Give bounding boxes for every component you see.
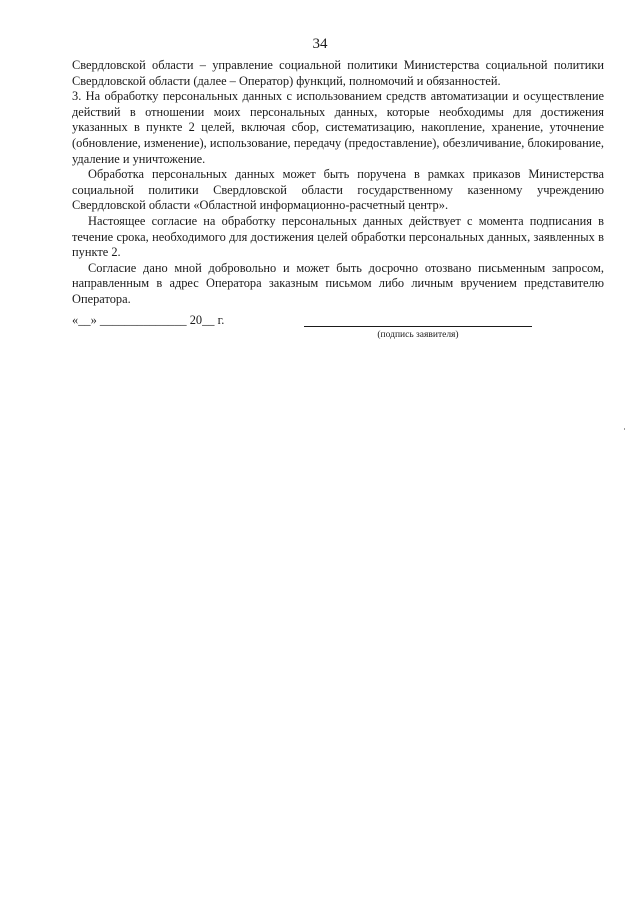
signature-block	[72, 313, 604, 343]
date-field: «__» ______________ 20__ г.	[72, 313, 225, 327]
paragraph-processing-assignment: Обработка персональных данных может быть поручена в рамках приказов Министерства социальной политики Свердловской области государственному казенному учреждению Свердловской области «Областной информационно-расчетный центр».	[72, 167, 604, 213]
paragraph-consent-validity: Настоящее согласие на обработку персональных данных действует с момента подписания в течение срока, необходимого для достижения целей обработки персональных данных, заявленных в пункте 2.	[72, 213, 604, 260]
paragraph-consent-revocation: Согласие дано мной добровольно и может быть досрочно отозвано письменным запросом, направленным в адрес Оператора заказным письмом либо личным вручением представителю Оператора.	[72, 260, 604, 306]
signature-line	[304, 326, 532, 327]
paragraph-item-3: 3. На обработку персональных данных с использованием средств автоматизации и осуществление действий в отношении моих персональных данных, которые необходимы для достижения указанных в пункте 2 целей, включая сбор, систематизацию, накопление, хранение, уточнение (обновление, изменение), использование, передачу (предоставление), обезличивание, блокирование, удаление и уничтожение.	[72, 89, 604, 166]
paragraph-continuation: Свердловской области – управление социальной политики Министерства социальной политики Свердловской области (далее – Оператор) функций, полномочий и обязанностей.	[72, 58, 604, 88]
signature-caption: (подпись заявителя)	[377, 330, 459, 340]
scan-speck	[624, 428, 625, 430]
document-body	[72, 58, 604, 308]
page-number: 34	[312, 36, 328, 52]
